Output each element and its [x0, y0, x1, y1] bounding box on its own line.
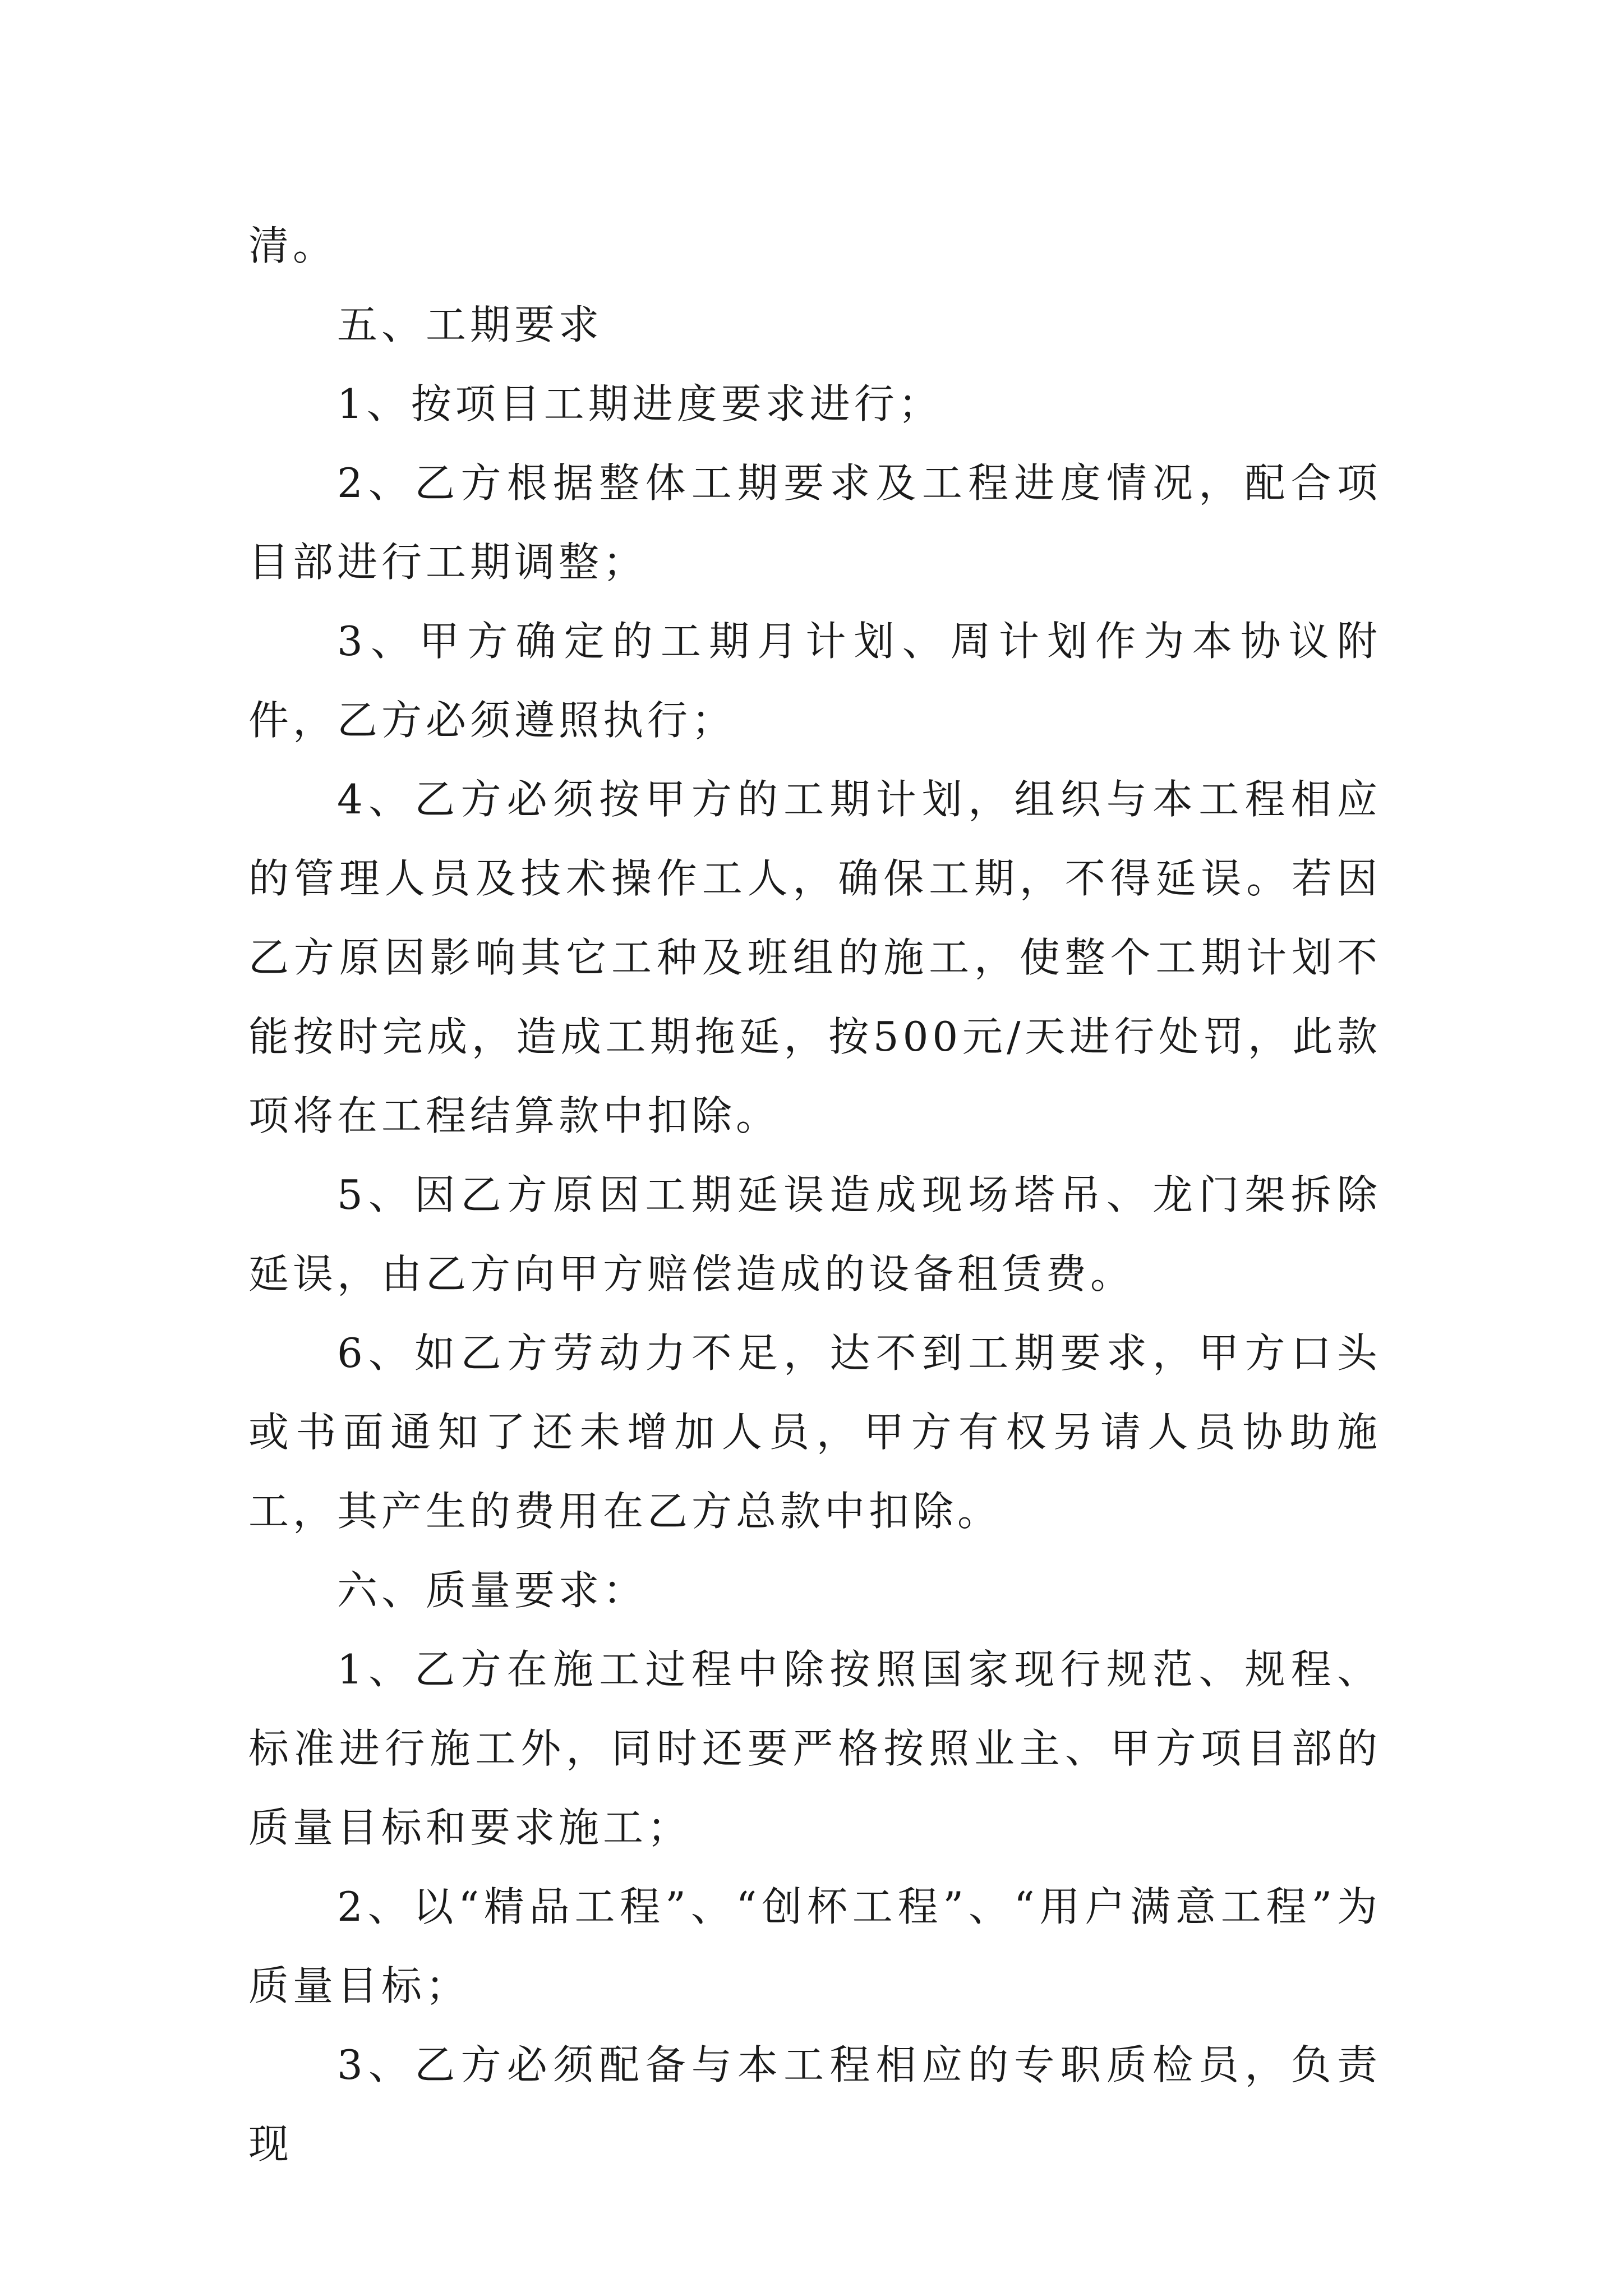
paragraph-quality-1: 1、乙方在施工过程中除按照国家现行规范、规程、标准进行施工外，同时还要严格按照业主、甲方项目部的质量目标和要求施工；: [248, 1646, 1381, 1851]
paragraph-0: 清。: [248, 222, 338, 269]
document-body: [248, 206, 1381, 2184]
paragraph-quality-3: 3、乙方必须配备与本工程相应的专职质检员，负责现: [248, 2041, 1381, 2168]
paragraph-schedule-3: 3、甲方确定的工期月计划、周计划作为本协议附件，乙方必须遵照执行；: [248, 618, 1381, 744]
paragraph-schedule-6: 6、如乙方劳动力不足，达不到工期要求，甲方口头或书面通知了还未增加人员，甲方有权另请人员协助施工，其产生的费用在乙方总款中扣除。: [248, 1329, 1381, 1535]
paragraph-schedule-1: 1、按项目工期进度要求进行；: [337, 380, 943, 427]
section-heading-schedule: 五、工期要求: [337, 301, 603, 348]
paragraph-quality-2: 2、以“精品工程”、“创杯工程”、“用户满意工程”为质量目标；: [248, 1883, 1381, 2009]
paragraph-schedule-5: 5、因乙方原因工期延误造成现场塔吊、龙门架拆除延误，由乙方向甲方赔偿造成的设备租赁费。: [248, 1171, 1381, 1297]
paragraph-schedule-4: 4、乙方必须按甲方的工期计划，组织与本工程相应的管理人员及技术操作工人，确保工期，不得延误。若因乙方原因影响其它工种及班组的施工，使整个工期计划不能按时完成，造成工期拖延，按500元/天进行处罚，此款项将在工程结算款中扣除。: [248, 776, 1381, 1139]
paragraph-schedule-2: 2、乙方根据整体工期要求及工程进度情况，配合项目部进行工期调整；: [248, 459, 1381, 586]
section-heading-quality: 六、质量要求：: [337, 1567, 648, 1614]
